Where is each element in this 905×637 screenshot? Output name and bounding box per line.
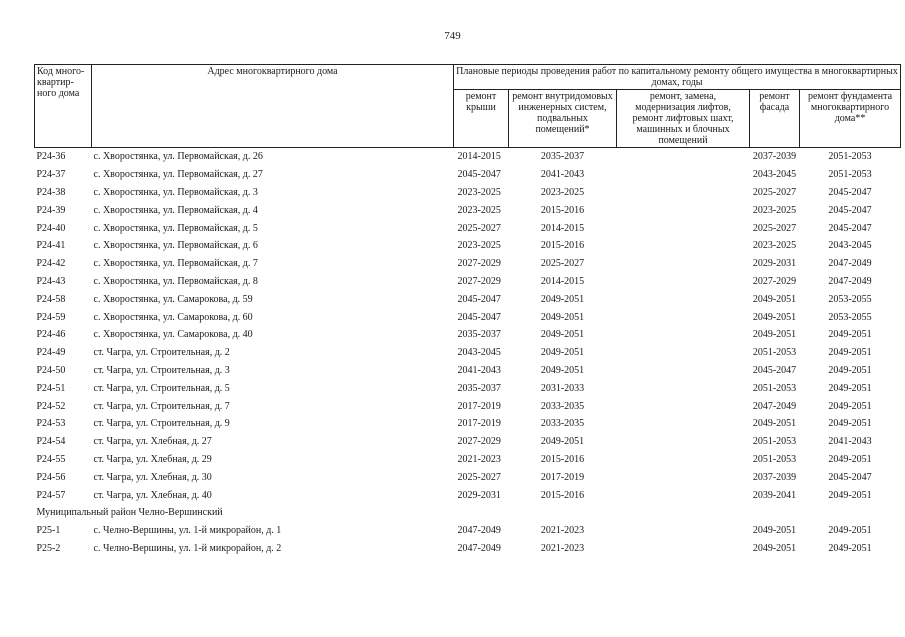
- table-row: [35, 379, 901, 397]
- row-code: Р24-36: [36, 151, 66, 163]
- row-address: с. Хворостянка, ул. Первомайская, д. 8: [93, 275, 258, 287]
- row-foundation: 2051-2053: [828, 169, 872, 181]
- table-body: [35, 148, 901, 558]
- row-facade: 2025-2027: [752, 222, 797, 234]
- row-code: Р24-43: [36, 275, 66, 287]
- row-lifts: [617, 237, 750, 255]
- row-address: ст. Чагра, ул. Хлебная, д. 29: [93, 453, 212, 465]
- row-facade: 2051-2053: [752, 347, 797, 359]
- row-code: Р24-41: [36, 240, 66, 252]
- row-foundation: 2051-2053: [828, 151, 872, 163]
- row-facade: 2051-2053: [752, 382, 797, 394]
- row-address: с. Хворостянка, ул. Первомайская, д. 26: [93, 151, 263, 163]
- row-systems: 2014-2015: [540, 222, 585, 234]
- row-roof: 2025-2027: [457, 222, 501, 234]
- row-facade: 2023-2025: [752, 240, 797, 252]
- row-roof: 2027-2029: [457, 275, 501, 287]
- row-foundation: 2049-2051: [828, 382, 872, 394]
- row-roof: 2023-2025: [457, 204, 501, 216]
- row-address: ст. Чагра, ул. Хлебная, д. 40: [93, 489, 212, 501]
- row-foundation: 2049-2051: [828, 525, 872, 537]
- row-code: Р24-53: [36, 418, 66, 430]
- table-row: [35, 486, 901, 504]
- row-roof: 2047-2049: [457, 543, 501, 555]
- row-address: с. Хворостянка, ул. Первомайская, д. 4: [93, 204, 258, 216]
- row-facade: 2051-2053: [752, 453, 797, 465]
- row-facade: 2037-2039: [752, 471, 797, 483]
- row-lifts: [617, 255, 750, 273]
- row-roof: 2043-2045: [457, 347, 501, 359]
- table-row: [35, 237, 901, 255]
- row-address: с. Хворостянка, ул. Первомайская, д. 27: [93, 169, 263, 181]
- row-systems: 2049-2051: [540, 329, 585, 341]
- table-row: [35, 219, 901, 237]
- row-code: Р24-56: [36, 471, 66, 483]
- row-foundation: 2045-2047: [828, 204, 872, 216]
- row-roof: 2017-2019: [457, 418, 501, 430]
- header-periods: Плановые периоды проведения работ по капитальному ремонту общего имущества в многоквартирных домах, годы: [454, 65, 901, 90]
- row-systems: 2049-2051: [540, 311, 585, 323]
- row-roof: 2029-2031: [457, 489, 501, 501]
- row-facade: 2049-2051: [752, 311, 797, 323]
- table-row: [35, 255, 901, 273]
- row-roof: 2045-2047: [457, 169, 501, 181]
- row-systems: 2014-2015: [540, 275, 585, 287]
- row-lifts: [617, 379, 750, 397]
- table-row: [35, 344, 901, 362]
- header-code: Код много-квартир-ного дома: [35, 65, 92, 148]
- row-code: Р25-1: [36, 525, 61, 537]
- row-address: с. Хворостянка, ул. Первомайская, д. 6: [93, 240, 258, 252]
- row-lifts: [617, 344, 750, 362]
- row-roof: 2027-2029: [457, 258, 501, 270]
- table-row: [35, 166, 901, 184]
- row-facade: 2051-2053: [752, 436, 797, 448]
- row-address: ст. Чагра, ул. Хлебная, д. 30: [93, 471, 212, 483]
- row-address: с. Хворостянка, ул. Самарокова, д. 59: [93, 293, 253, 305]
- row-code: Р25-2: [36, 543, 61, 555]
- row-lifts: [617, 522, 750, 540]
- row-foundation: 2049-2051: [828, 543, 872, 555]
- row-facade: 2049-2051: [752, 525, 797, 537]
- row-address: с. Хворостянка, ул. Самарокова, д. 40: [93, 329, 253, 341]
- table-row: [35, 415, 901, 433]
- row-foundation: 2049-2051: [828, 400, 872, 412]
- row-facade: 2023-2025: [752, 204, 797, 216]
- row-systems: 2033-2035: [540, 400, 585, 412]
- row-foundation: 2049-2051: [828, 489, 872, 501]
- row-foundation: 2045-2047: [828, 471, 872, 483]
- header-roof: ремонт крыши: [454, 90, 509, 148]
- row-roof: 2021-2023: [457, 453, 501, 465]
- row-address: с. Челно-Вершины, ул. 1-й микрорайон, д. 2: [93, 543, 282, 555]
- table-row: [35, 326, 901, 344]
- row-roof: 2014-2015: [457, 151, 501, 163]
- table-row: [35, 148, 901, 166]
- row-systems: 2021-2023: [540, 525, 585, 537]
- header-lifts: ремонт, замена, модернизация лифтов, ремонт лифтовых шахт, машинных и блочных помещений: [617, 90, 750, 148]
- row-address: с. Хворостянка, ул. Первомайская, д. 3: [93, 186, 258, 198]
- row-facade: 2025-2027: [752, 186, 797, 198]
- row-facade: 2037-2039: [752, 151, 797, 163]
- row-systems: 2025-2027: [540, 258, 585, 270]
- row-lifts: [617, 201, 750, 219]
- row-foundation: 2041-2043: [828, 436, 872, 448]
- capital-repair-table: [34, 64, 901, 558]
- row-lifts: [617, 451, 750, 469]
- row-systems: 2017-2019: [540, 471, 585, 483]
- row-lifts: [617, 148, 750, 166]
- row-code: Р24-59: [36, 311, 66, 323]
- row-lifts: [617, 433, 750, 451]
- row-lifts: [617, 397, 750, 415]
- row-code: Р24-42: [36, 258, 66, 270]
- row-lifts: [617, 308, 750, 326]
- row-facade: 2029-2031: [752, 258, 797, 270]
- row-roof: 2045-2047: [457, 293, 501, 305]
- row-facade: 2047-2049: [752, 400, 797, 412]
- table-row: [35, 433, 901, 451]
- row-systems: 2035-2037: [540, 151, 585, 163]
- row-roof: 2025-2027: [457, 471, 501, 483]
- row-code: Р24-39: [36, 204, 66, 216]
- row-facade: 2049-2051: [752, 543, 797, 555]
- row-facade: 2049-2051: [752, 329, 797, 341]
- table-row: [35, 522, 901, 540]
- row-foundation: 2047-2049: [828, 258, 872, 270]
- row-address: ст. Чагра, ул. Строительная, д. 5: [93, 382, 230, 394]
- row-code: Р24-52: [36, 400, 66, 412]
- row-facade: 2039-2041: [752, 489, 797, 501]
- row-systems: 2049-2051: [540, 364, 585, 376]
- row-code: Р24-55: [36, 453, 66, 465]
- row-foundation: 2045-2047: [828, 222, 872, 234]
- row-code: Р24-38: [36, 186, 66, 198]
- row-code: Р24-40: [36, 222, 66, 234]
- row-lifts: [617, 362, 750, 380]
- row-roof: 2023-2025: [457, 240, 501, 252]
- row-systems: 2015-2016: [540, 453, 585, 465]
- row-lifts: [617, 273, 750, 291]
- row-roof: 2035-2037: [457, 382, 501, 394]
- row-roof: 2045-2047: [457, 311, 501, 323]
- row-systems: 2049-2051: [540, 293, 585, 305]
- header-foundation: ремонт фундамента многоквартирного дома**: [800, 90, 901, 148]
- section-title: Муниципальный район Челно-Вершинский: [36, 507, 223, 519]
- row-code: Р24-54: [36, 436, 66, 448]
- row-lifts: [617, 184, 750, 202]
- table-header: [35, 65, 901, 148]
- row-lifts: [617, 415, 750, 433]
- row-foundation: 2049-2051: [828, 347, 872, 359]
- header-facade: ремонт фасада: [750, 90, 800, 148]
- section-row: [35, 504, 901, 522]
- row-address: ст. Чагра, ул. Строительная, д. 2: [93, 347, 230, 359]
- table-row: [35, 273, 901, 291]
- row-address: с. Хворостянка, ул. Первомайская, д. 7: [93, 258, 258, 270]
- table-row: [35, 201, 901, 219]
- row-address: ст. Чагра, ул. Строительная, д. 9: [93, 418, 230, 430]
- row-lifts: [617, 290, 750, 308]
- row-foundation: 2043-2045: [828, 240, 872, 252]
- table-row: [35, 397, 901, 415]
- row-facade: 2027-2029: [752, 275, 797, 287]
- row-roof: 2023-2025: [457, 186, 501, 198]
- row-roof: 2017-2019: [457, 400, 501, 412]
- page-number: 749: [444, 30, 461, 42]
- row-lifts: [617, 486, 750, 504]
- table-row: [35, 308, 901, 326]
- row-roof: 2035-2037: [457, 329, 501, 341]
- row-systems: 2033-2035: [540, 418, 585, 430]
- row-address: с. Челно-Вершины, ул. 1-й микрорайон, д. 1: [93, 525, 282, 537]
- row-systems: 2041-2043: [540, 169, 585, 181]
- row-roof: 2027-2029: [457, 436, 501, 448]
- row-systems: 2049-2051: [540, 347, 585, 359]
- row-address: с. Хворостянка, ул. Самарокова, д. 60: [93, 311, 253, 323]
- table-row: [35, 290, 901, 308]
- row-systems: 2031-2033: [540, 382, 585, 394]
- row-systems: 2021-2023: [540, 543, 585, 555]
- row-facade: 2045-2047: [752, 364, 797, 376]
- table-row: [35, 540, 901, 558]
- row-address: ст. Чагра, ул. Хлебная, д. 27: [93, 436, 212, 448]
- row-lifts: [617, 166, 750, 184]
- row-systems: 2015-2016: [540, 489, 585, 501]
- header-address: Адрес многоквартирного дома: [92, 65, 454, 148]
- row-roof: 2047-2049: [457, 525, 501, 537]
- row-code: Р24-50: [36, 364, 66, 376]
- header-systems: ремонт внутридомовых инженерных систем, подвальных помещений*: [509, 90, 617, 148]
- row-systems: 2015-2016: [540, 204, 585, 216]
- row-code: Р24-58: [36, 293, 66, 305]
- row-code: Р24-49: [36, 347, 66, 359]
- row-lifts: [617, 326, 750, 344]
- row-address: с. Хворостянка, ул. Первомайская, д. 5: [93, 222, 258, 234]
- row-lifts: [617, 219, 750, 237]
- table-row: [35, 362, 901, 380]
- row-lifts: [617, 540, 750, 558]
- table-row: [35, 468, 901, 486]
- row-foundation: 2049-2051: [828, 329, 872, 341]
- row-foundation: 2049-2051: [828, 364, 872, 376]
- row-foundation: 2049-2051: [828, 418, 872, 430]
- table-row: [35, 184, 901, 202]
- row-facade: 2043-2045: [752, 169, 797, 181]
- row-foundation: 2049-2051: [828, 453, 872, 465]
- row-address: ст. Чагра, ул. Строительная, д. 3: [93, 364, 230, 376]
- row-facade: 2049-2051: [752, 418, 797, 430]
- row-code: Р24-46: [36, 329, 66, 341]
- row-foundation: 2053-2055: [828, 293, 872, 305]
- row-systems: 2015-2016: [540, 240, 585, 252]
- table-row: [35, 451, 901, 469]
- row-foundation: 2045-2047: [828, 186, 872, 198]
- row-code: Р24-57: [36, 489, 66, 501]
- row-systems: 2023-2025: [540, 186, 585, 198]
- row-address: ст. Чагра, ул. Строительная, д. 7: [93, 400, 230, 412]
- row-foundation: 2047-2049: [828, 275, 872, 287]
- row-foundation: 2053-2055: [828, 311, 872, 323]
- row-code: Р24-51: [36, 382, 66, 394]
- row-facade: 2049-2051: [752, 293, 797, 305]
- row-code: Р24-37: [36, 169, 66, 181]
- row-roof: 2041-2043: [457, 364, 501, 376]
- row-lifts: [617, 468, 750, 486]
- row-systems: 2049-2051: [540, 436, 585, 448]
